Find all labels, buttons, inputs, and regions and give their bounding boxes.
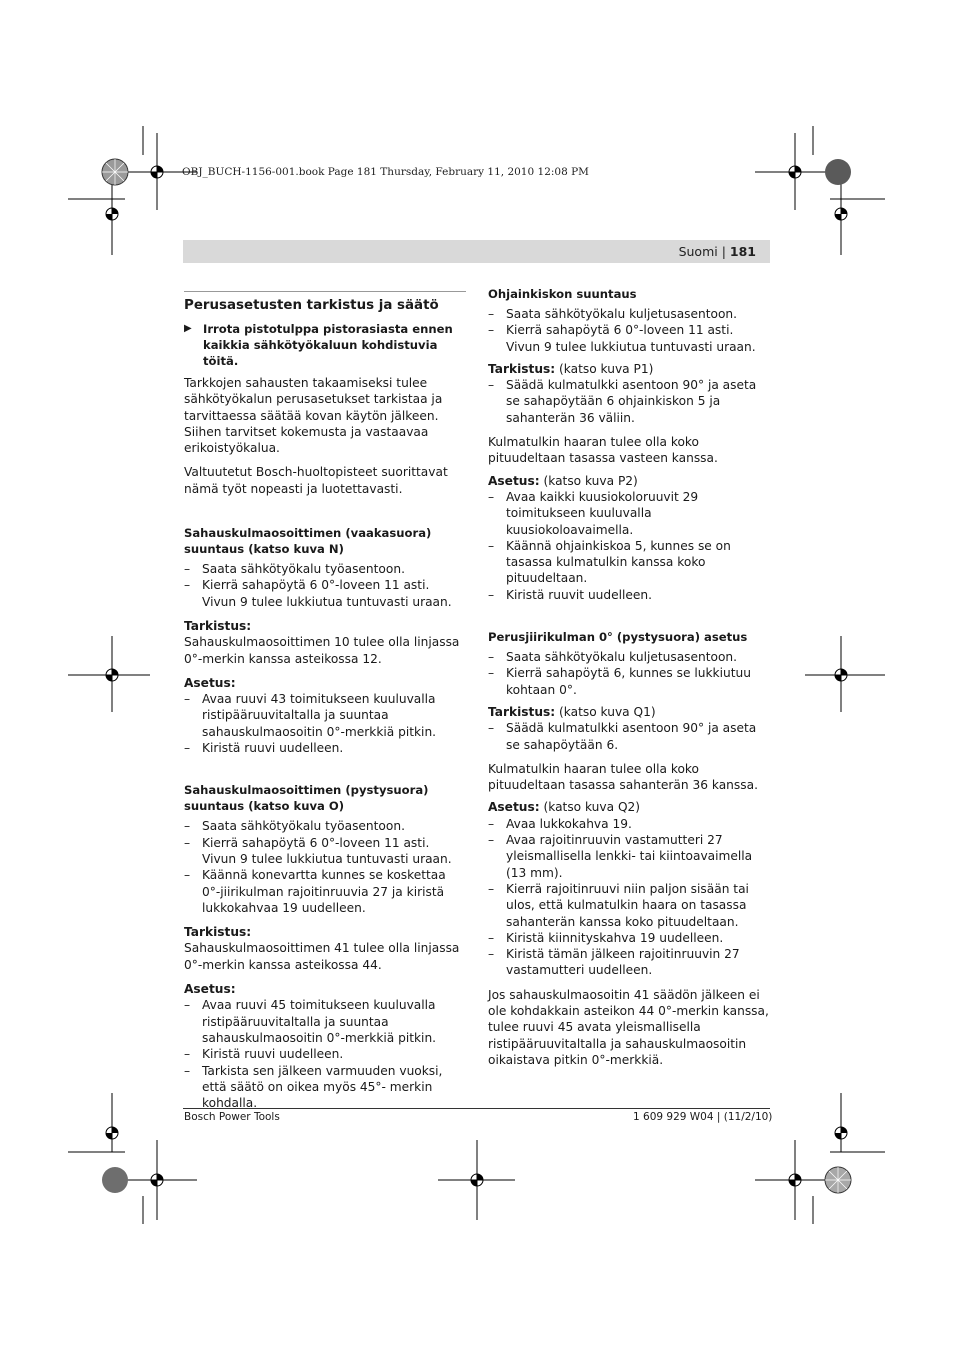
list-item: – Saata sähkötyökalu työasentoon.: [184, 819, 405, 834]
list-item: – Käännä konevartta kunnes se koskettaa 0°-jiirikulman rajoitinruuvia 27 ja kiristä lukkokahvaa 19 uudelleen.: [184, 868, 446, 915]
list-item: – Kierrä sahapöytä 6, kunnes se lukkiutuu kohtaan 0°.: [488, 666, 751, 697]
subsection-title: Sahauskulmaosoittimen (vaakasuora) suuntaus (katso kuva N): [184, 526, 432, 557]
list-item: – Avaa ruuvi 45 toimitukseen kuuluvalla ristipääruuvitaltalla ja suuntaa sahauskulmaosoitin 0°-merkkiä pitkin.: [184, 998, 437, 1045]
list-item: – Kiristä ruuvit uudelleen.: [488, 587, 653, 602]
check-text: Sahauskulmaosoittimen 10 tulee olla linjassa 0°-merkin kanssa asteikossa 12.: [184, 635, 460, 666]
check-list: [488, 720, 770, 753]
intro-paragraph: Valtuutetut Bosch-huoltopisteet suorittavat nämä työt nopeasti ja luotettavasti.: [184, 465, 448, 496]
adjust-label: Asetus:: [184, 982, 236, 997]
check-heading: Tarkistus: (katso kuva Q1): [488, 704, 656, 719]
list-item: – Kiristä ruuvi uudelleen.: [184, 1047, 344, 1062]
header-language: Suomi: [678, 244, 718, 259]
arrow-right-icon: ▶: [184, 323, 192, 334]
adjust-label: Asetus:: [184, 675, 236, 690]
list-item: – Kiristä ruuvi uudelleen.: [184, 741, 344, 756]
list-item: – Kiristä tämän jälkeen rajoitinruuvin 27 vastamutteri uudelleen.: [488, 947, 740, 978]
check-label: Tarkistus:: [184, 618, 252, 633]
step-list: [488, 649, 770, 698]
list-item: – Avaa rajoitinruuvin vastamutteri 27 yleismallisella lenkki- tai kiintoavaimella (13 mm).: [488, 833, 753, 880]
safety-warning: [184, 321, 466, 369]
check-heading: Tarkistus: (katso kuva P1): [488, 361, 654, 376]
intro-paragraph: Tarkkojen sahausten takaamiseksi tulee sähkötyökalun perusasetukset tarkistaa ja tarvittaessa säätää kovan käytön jälkeen.: [184, 376, 443, 423]
footer-rule: [183, 1108, 770, 1109]
check-text: Kulmatulkin haaran tulee olla koko pituudeltaan tasassa sahanterän 36 kanssa.: [488, 761, 758, 793]
header-separator: |: [721, 244, 726, 259]
subsection-title: Ohjainkiskon suuntaus: [488, 287, 637, 301]
page-header: [679, 244, 756, 259]
intro-paragraph: Siihen tarvitset kokemusta ja vastaavaa erikoistyökalua.: [184, 424, 429, 456]
list-item: – Käännä ohjainkiskoa 5, kunnes se on tasassa kulmatulkin kanssa koko pituudeltaan.: [488, 538, 731, 586]
right-column: [488, 286, 770, 1068]
subsection-title: Perusjiirikulman 0° (pystysuora) asetus: [488, 630, 748, 645]
subsection-title: Sahauskulmaosoittimen (pystysuora) suuntaus (katso kuva O): [184, 783, 429, 814]
check-list: [488, 377, 770, 426]
list-item: – Saata sähkötyökalu kuljetusasentoon.: [488, 650, 738, 665]
adjust-list: [488, 816, 770, 979]
list-item: – Kierrä rajoitinruuvi niin paljon sisään tai ulos, että kulmatulkin haara on tasassa sahanterän kanssa koko pituudeltaan.: [488, 881, 749, 929]
list-item: – Tarkista sen jälkeen varmuuden vuoksi, että säätö on oikea myös 45°- merkin kohdalla.: [184, 1063, 443, 1111]
page-header-bar: [183, 240, 770, 263]
adjust-heading: Asetus: (katso kuva Q2): [488, 800, 641, 815]
list-item: – Säädä kulmatulkki asentoon 90° ja aseta se sahapöytään 6 ohjainkiskon 5 ja sahanterän 36 väliin.: [488, 378, 757, 425]
closing-paragraph: Jos sahauskulmaosoitin 41 säädön jälkeen ei ole kohdakkain asteikon 44 0°-merkin kanssa, tulee ruuvi 45 avata yleismallisella ristipääruuvitaltalla ja sahauskulmaosoitin oikaistava pitkin 0°-merkkiä.: [488, 987, 769, 1067]
list-item: – Saata sähkötyökalu työasentoon.: [184, 562, 405, 577]
adjust-list: [184, 997, 466, 1111]
file-header: OBJ_BUCH-1156-001.book Page 181 Thursday, February 11, 2010 12:08 PM: [182, 166, 589, 178]
list-item: – Avaa kaikki kuusiokoloruuvit 29 toimitukseen kuuluvalla kuusiokoloavaimella.: [488, 489, 699, 537]
check-label: Tarkistus:: [184, 925, 252, 940]
list-item: – Kierrä sahapöytä 6 0°-loveen 11 asti. Vivun 9 tulee lukkiutua tuntuvasti uraan.: [184, 578, 452, 609]
list-item: – Säädä kulmatulkki asentoon 90° ja aseta se sahapöytään 6.: [488, 721, 757, 752]
adjust-heading: Asetus: (katso kuva P2): [488, 473, 638, 488]
check-text: Sahauskulmaosoittimen 41 tulee olla linjassa 0°-merkin kanssa asteikossa 44.: [184, 941, 460, 972]
adjust-list: [488, 489, 770, 603]
safety-warning-text: Irrota pistotulppa pistorasiasta ennen kaikkia sähkötyökaluun kohdistuvia töitä.: [203, 322, 453, 368]
list-item: – Kierrä sahapöytä 6 0°-loveen 11 asti. Vivun 9 tulee lukkiutua tuntuvasti uraan.: [488, 323, 756, 354]
left-column: [184, 291, 466, 1111]
step-list: [184, 818, 466, 916]
header-page-number: 181: [729, 244, 756, 259]
list-item: – Kiristä kiinnityskahva 19 uudelleen.: [488, 930, 724, 945]
section-title: Perusasetusten tarkistus ja säätö: [184, 298, 439, 313]
footer-brand: Bosch Power Tools: [184, 1111, 280, 1123]
footer-doc-id: 1 609 929 W04 | (11/2/10): [633, 1111, 773, 1123]
list-item: – Saata sähkötyökalu kuljetusasentoon.: [488, 307, 738, 321]
title-rule: [184, 291, 466, 292]
list-item: – Kierrä sahapöytä 6 0°-loveen 11 asti. Vivun 9 tulee lukkiutua tuntuvasti uraan.: [184, 835, 452, 866]
list-item: – Avaa ruuvi 43 toimitukseen kuuluvalla ristipääruuvitaltalla ja suuntaa sahauskulmaosoitin 0°-merkkiä pitkin.: [184, 692, 437, 739]
list-item: – Avaa lukkokahva 19.: [488, 816, 632, 831]
check-text: Kulmatulkin haaran tulee olla koko pituudeltaan tasassa vasteen kanssa.: [488, 435, 718, 466]
step-list: [184, 561, 466, 610]
step-list: [488, 306, 770, 355]
adjust-list: [184, 691, 466, 756]
